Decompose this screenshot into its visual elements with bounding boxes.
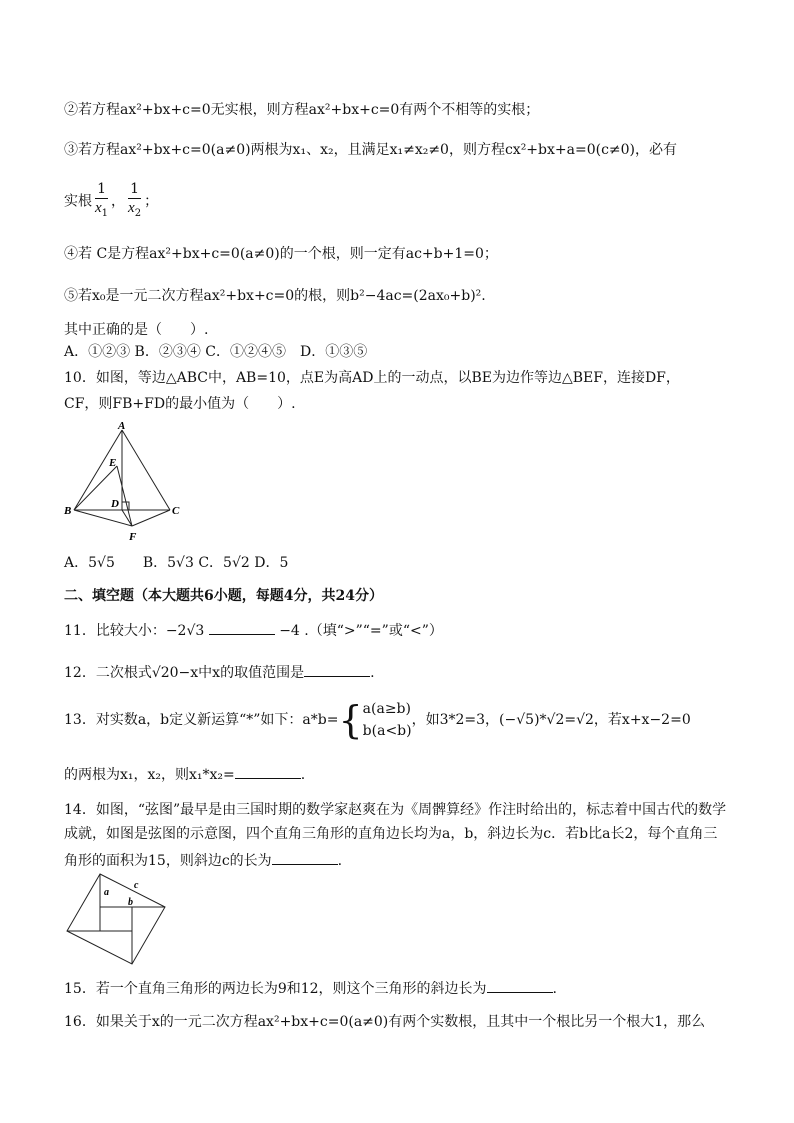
q13-prefix: 13．对实数a，b定义新运算“*”如下：a*b= <box>64 712 339 728</box>
q9-item-4: ④若 C是方程ax²+bx+c=0(a≠0)的一个根，则一定有ac+b+1=0； <box>64 246 498 262</box>
q14-line2: 成就，如图是弦图的示意图，四个直角三角形的直角边长均为a，b，斜边长为c．若b比a长2，每个直角三 <box>64 826 718 842</box>
q14-answer-blank[interactable] <box>272 850 338 865</box>
q11 <box>64 620 754 641</box>
q15-answer-blank[interactable] <box>487 978 553 993</box>
q12-answer-blank[interactable] <box>304 662 370 677</box>
q12 <box>64 662 754 683</box>
q16-line1: 16．如果关于x的一元二次方程ax²+bx+c=0(a≠0)有两个实数根，且其中一个根比另一个根大1，那么 <box>64 1014 706 1030</box>
q13-line2 <box>64 764 754 785</box>
q15-suffix: . <box>552 981 557 997</box>
q13-answer-blank[interactable] <box>235 764 301 779</box>
q13-suffix: ，如3*2=3，(−√5)*√2=√2，若x+x−2=0 <box>411 712 691 728</box>
q10-text-line2: CF，则FB+FD的最小值为（ ）. <box>64 396 296 412</box>
label-C: C <box>172 505 180 517</box>
q12-suffix: . <box>370 665 375 681</box>
q9-options: A．①②③ B．②③④ C．①②④⑤ D．①③⑤ <box>64 344 368 360</box>
q13-cases <box>363 698 412 742</box>
q9-item-3-line2: 实根 $\frac{1}{x_1}$ ， $\frac{1}{x_2}$ ； <box>64 180 754 223</box>
q14-line3-suffix: . <box>337 853 343 869</box>
q10-text-line1: 10．如图，等边△ABC中，AB=10，点E为高AD上的一动点，以BE为边作等边△BEF，连接DF， <box>64 370 680 386</box>
q14-line3-prefix: 角形的面积为15，则斜边c的长为 <box>64 853 272 869</box>
q13-line2-suffix: . <box>300 767 306 783</box>
label-A: A <box>118 420 126 432</box>
label-B: B <box>64 505 72 517</box>
label-F: F <box>129 531 137 543</box>
q13-case-2: b(a<b) <box>362 723 412 739</box>
q9-item-2: ②若方程ax²+bx+c=0无实根，则方程ax²+bx+c=0有两个不相等的实根； <box>64 102 540 118</box>
q12-prefix: 12．二次根式√20−x中x的取值范围是 <box>64 665 305 681</box>
q14-line3 <box>64 850 754 871</box>
q14-string-figure <box>64 870 168 968</box>
q9-item-5: ⑤若x₀是一元二次方程ax²+bx+c=0的根，则b²−4ac=(2ax₀+b)². <box>64 288 486 304</box>
label-c: c <box>134 880 139 891</box>
q13-line2-prefix: 的两根为x₁，x₂，则x₁*x₂= <box>64 767 235 783</box>
q10-options: A．5√5 B．5√3 C．5√2 D．5 <box>64 555 289 571</box>
q13-line1 <box>64 696 754 744</box>
label-D: D <box>111 498 119 510</box>
q13-case-1: a(a≥b) <box>362 701 411 717</box>
fraction-1-over-x1: $\frac{1}{x_1}$ <box>95 181 109 219</box>
q10-triangle-figure <box>62 418 184 544</box>
q14-line1: 14．如图，“弦图”最早是由三国时期的数学家赵爽在为《周髀算经》作注时给出的，标志着中国古代的数学 <box>64 802 727 818</box>
label-b: b <box>128 897 133 908</box>
q11-prefix: 11．比较大小：−2√3 <box>64 623 205 639</box>
section-2-title: 二、填空题（本大题共6小题，每题4分，共24分） <box>64 588 383 604</box>
q15 <box>64 978 754 999</box>
q9-item-3-prefix: 实根 <box>64 193 92 210</box>
q13-brace: { <box>338 698 363 742</box>
q9-prompt: 其中正确的是（ ）. <box>64 322 209 338</box>
q9-item-3-line1: ③若方程ax²+bx+c=0(a≠0)两根为x₁、x₂，且满足x₁≠x₂≠0，则方程cx²+bx+a=0(c≠0)，必有 <box>64 142 678 158</box>
q11-answer-blank[interactable] <box>209 620 275 635</box>
label-E: E <box>109 457 117 469</box>
label-a: a <box>104 887 109 898</box>
q11-suffix: −4 .（填“>”“=”或“<”） <box>279 623 443 639</box>
q15-prefix: 15．若一个直角三角形的两边长为9和12，则这个三角形的斜边长为 <box>64 981 487 997</box>
fraction-1-over-x2: $\frac{1}{x_2}$ <box>128 181 142 219</box>
